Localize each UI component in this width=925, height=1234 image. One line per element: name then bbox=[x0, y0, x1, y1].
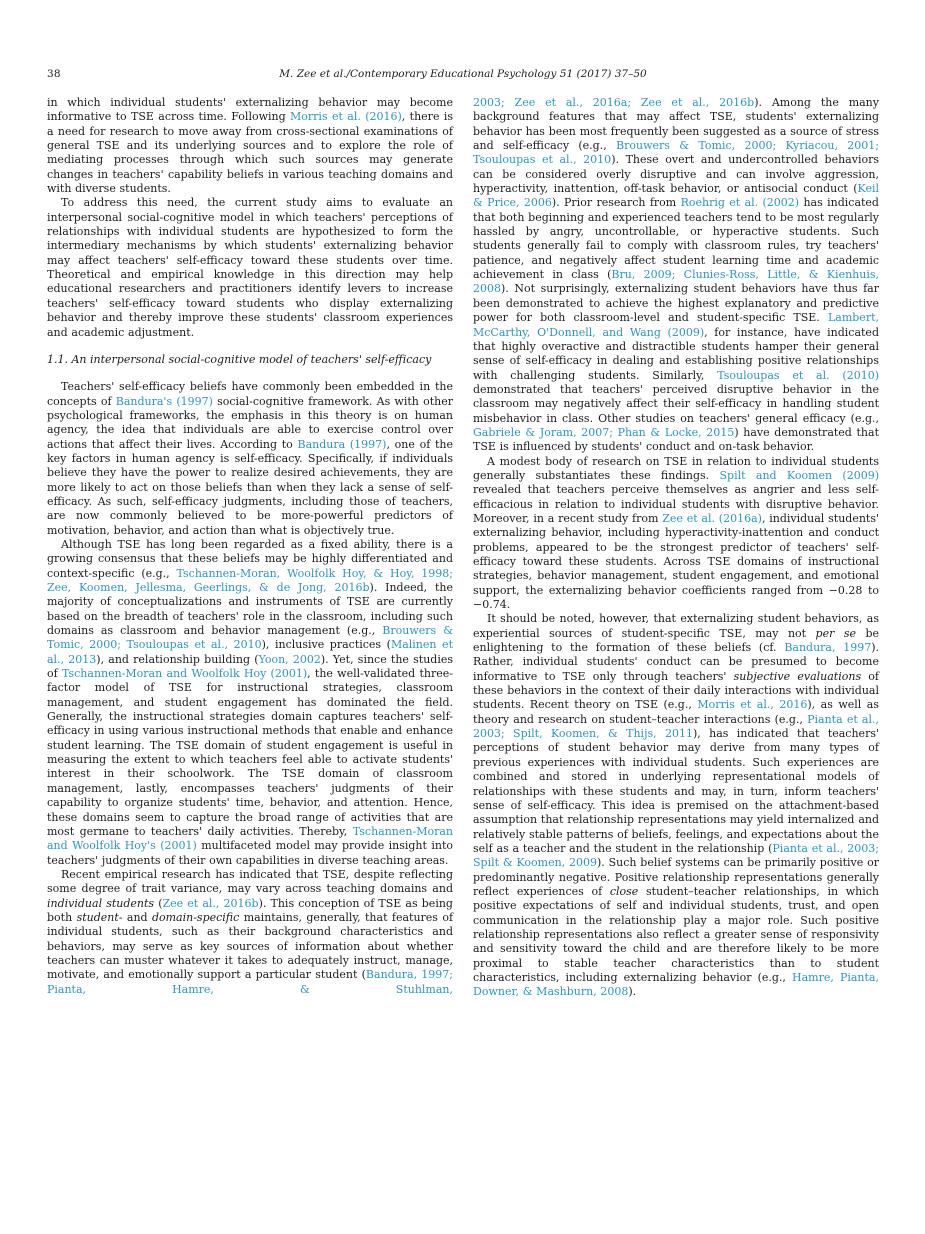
text-run: It should be noted, however, that externalizing student behaviors, as experiential sources of student-specific TSE, may not bbox=[473, 612, 879, 640]
text-run: revealed that teachers perceive themselves as angrier and less self-efficacious in relation to individual students with disruptive behavior. Moreover, in a recent study from bbox=[473, 483, 879, 525]
page-number: 38 bbox=[47, 68, 61, 80]
citation-link[interactable]: Brouwers & Tomic, 2000; Kyriacou, 2001; Tsouloupas et al., 2010 bbox=[473, 139, 879, 167]
citation-link[interactable]: Yoon, 2002 bbox=[258, 652, 321, 666]
paragraph bbox=[47, 196, 453, 339]
text-run: be enlightening to the formation of these beliefs (cf. bbox=[473, 626, 879, 655]
paragraph bbox=[47, 380, 453, 538]
paragraph bbox=[473, 612, 879, 999]
citation-link[interactable]: Keil & Price, 2006 bbox=[473, 182, 879, 210]
two-column-body bbox=[47, 96, 879, 1000]
text-run: in which individual students' externalizing behavior may become informative to TSE across time. Following bbox=[47, 96, 453, 124]
text-run: student–teacher relationships, in which positive expectations of self and individual students, trust, and open communication in the relationship play a major role. Such positive relationship representations also reflect a greater sense of responsivity and sensitivity toward the child and are therefore likely to be more proximal to stable teacher characteristics than to student characteristics, including externalizing behavior (e.g., bbox=[473, 884, 880, 984]
text-run: ), has indicated that teachers' perceptions of student behavior may derive from many types of previous experiences with individual students. Such experiences are combined and stored in underlying representational models of relationships with these students and may, in turn, inform teachers' sense of self-efficacy. This idea is premised on the attachment-based assumption that relationship representations may yield internalized and relatively stable patterns of beliefs, feelings, and expectations about the self as a teacher and the student in the relationship ( bbox=[473, 727, 879, 855]
text-run: ). This conception of TSE as being both bbox=[47, 896, 453, 924]
citation-link[interactable]: Tschannen-Moran and Woolfolk Hoy (2001) bbox=[61, 667, 308, 681]
citation-link[interactable]: Bandura, 1997 bbox=[784, 641, 872, 655]
text-run: demonstrated that teachers' perceived disruptive behavior in the classroom may negatively affect their self-efficacy in handling student misbehavior in class. Other studies on teachers' general efficacy (e.g., bbox=[473, 382, 879, 425]
emphasis-text: close bbox=[609, 884, 639, 898]
text-run: ), inclusive practices ( bbox=[261, 638, 391, 652]
citation-link[interactable]: Tschannen-Moran, Woolfolk Hoy, & Hoy, 1998; Zee, Koomen, Jellesma, Geerlings, & de Jong, 2016b bbox=[47, 566, 453, 594]
text-run: , individual students' externalizing behavior, including hyperactivity-inattention and conduct problems, appeared to be the strongest predictor of teachers' self-efficacy toward these students. Across TSE domains of instructional strategies, behavior management, student engagement, and emotional support, the externalizing behavior coefficients ranged from −0.28 to −0.74. bbox=[473, 511, 880, 612]
paragraph bbox=[47, 538, 453, 868]
citation-link[interactable]: Bandura's (1997) bbox=[115, 394, 213, 408]
citation-link[interactable]: Roehrig et al. (2002) bbox=[680, 196, 800, 210]
paragraph bbox=[47, 96, 453, 196]
text-run: Although TSE has long been regarded as a fixed ability, there is a growing consensus that these beliefs may be highly differentiated and context-specific (e.g., bbox=[47, 537, 453, 580]
citation-link[interactable]: Gabriele & Joram, 2007; Phan & Locke, 2015 bbox=[473, 425, 735, 439]
text-run: A modest body of research on TSE in relation to individual students generally substantiates these findings. bbox=[473, 454, 879, 482]
citation-link[interactable]: Bru, 2009; Clunies-Ross, Little, & Kienhuis, 2008 bbox=[473, 268, 879, 296]
page-header bbox=[47, 68, 879, 80]
citation-link[interactable]: Pianta et al., 2003; Spilt, Koomen, & Thijs, 2011 bbox=[473, 712, 879, 741]
citation-link[interactable]: Lambert, McCarthy, O'Donnell, and Wang (2009) bbox=[473, 311, 879, 339]
citation-link[interactable]: Bandura (1997) bbox=[297, 437, 387, 451]
citation-link[interactable]: Morris et al., 2016 bbox=[697, 698, 808, 712]
text-run: ). Rather, individual students' conduct can be presumed to become informative to TSE only through teachers' bbox=[473, 641, 880, 683]
text-run: ). Prior research from bbox=[551, 196, 681, 210]
text-run: To address this need, the current study aims to evaluate an interpersonal social-cognitive model in which teachers' perceptions of relationships with individual students are hypothesized to form the intermediary mechanisms by which students' externalizing behavior may affect teachers' self-efficacy toward these students over time. Theoretical and empirical knowledge in this direction may help educational researchers and practitioners identify levers to increase teachers' self-efficacy toward students who display externalizing behavior and thereby improve these students' classroom experiences and academic adjustment. bbox=[47, 196, 453, 339]
citation-link[interactable]: Hamre, Pianta, Downer, & Mashburn, 2008 bbox=[473, 970, 879, 999]
text-run: social-cognitive framework. As with other psychological frameworks, the emphasis in this theory is on human agency, the idea that individuals are able to exercise control over actions that affect their lives. According to bbox=[47, 394, 453, 451]
citation-link[interactable]: Morris et al. (2016) bbox=[290, 110, 402, 124]
emphasis-text: subjective evaluations bbox=[733, 669, 862, 683]
text-run: multifaceted model may provide insight into teachers' judgments of their own capabilities in diverse teaching areas. bbox=[47, 839, 453, 867]
text-run: ). Not surprisingly, externalizing student behaviors have thus far been demonstrated to achieve the highest explanatory and predictive power for both classroom-level and student-specific TSE. bbox=[473, 282, 879, 325]
text-run: ) have demonstrated that TSE is influenced by students' conduct and on-task behavior. bbox=[473, 425, 879, 454]
text-run: has indicated that both beginning and experienced teachers tend to be most regularly hassled by angry, uncontrollable, or hyperactive students. Such students generally fail to comply with classroom rules, try teachers' patience, and negatively affect student learning time and academic achievement in class ( bbox=[473, 196, 879, 282]
citation-link[interactable]: Brouwers & Tomic, 2000; Tsouloupas et al., 2010 bbox=[47, 624, 453, 652]
citation-link[interactable]: Bandura, 1997; Pianta, Hamre, & Stuhlman, bbox=[47, 968, 453, 996]
right-column bbox=[473, 96, 879, 1000]
emphasis-text: per se bbox=[815, 626, 856, 640]
text-run: , the well-validated three-factor model of TSE for instructional strategies, classroom management, and student engagement has dominated the field. Generally, the instructional strategies domain captures teachers' self-efficacy in using various instructional methods that enable and enhance student learning. The TSE domain of student engagement is useful in measuring the extent to which teachers feel able to activate students' interest in their schoolwork. The TSE domain of classroom management, lastly, encompasses teachers' judgments of their capability to organize students' time, behavior, and attention. Hence, these domains seem to capture the broad range of activities that are most germane to teachers' daily activities. Thereby, bbox=[47, 667, 453, 838]
text-run: maintains, generally, that features of individual students, such as their background characteristics and behaviors, may serve as key sources of information about whether teachers can muster whatever it takes to adequately instruct, manage, motivate, and emotionally support a particular student ( bbox=[47, 910, 454, 982]
citation-link[interactable]: Zee et al. (2016a) bbox=[662, 511, 762, 525]
text-run: ( bbox=[154, 896, 163, 910]
text-run: , for instance, have indicated that highly overactive and distractible students hamper their general sense of self-efficacy in dealing and establishing positive relationships with challenging students. Similarly, bbox=[473, 325, 879, 382]
text-run: Teachers' self-efficacy beliefs have commonly been embedded in the concepts of bbox=[47, 380, 453, 408]
text-run: , one of the key factors in human agency is self-efficacy. Specifically, if individuals believe they have the power to realize desired achievements, they are more likely to act on those beliefs than when they lack a sense of self-efficacy. As such, self-efficacy judgments, including those of teachers, are now commonly believed to be more-powerful predictors of motivation, behavior, and action than what is objectively true. bbox=[47, 437, 453, 537]
citation-link[interactable]: Spilt and Koomen (2009) bbox=[719, 468, 880, 482]
text-run: ), as well as theory and research on student–teacher interactions (e.g., bbox=[473, 698, 880, 726]
text-run: ). bbox=[628, 985, 637, 999]
running-head: M. Zee et al./Contemporary Educational Psychology 51 (2017) 37–50 bbox=[279, 68, 647, 80]
text-run: ), and relationship building ( bbox=[96, 652, 259, 666]
text-run: ). These overt and undercontrolled behaviors can be considered overly disruptive and can involve aggression, hyperactivity, inattention, off-task behavior, or antisocial conduct ( bbox=[473, 153, 879, 196]
text-run: Recent empirical research has indicated that TSE, despite reflecting some degree of trait variance, may vary across teaching domains and bbox=[47, 867, 453, 896]
text-run: ). Yet, since the studies of bbox=[47, 652, 454, 681]
paragraph bbox=[47, 868, 453, 997]
citation-link[interactable]: 2003; Zee et al., 2016a; Zee et al., 2016b bbox=[473, 96, 755, 109]
emphasis-text: student- bbox=[76, 910, 123, 924]
text-run: ). Indeed, the majority of conceptualizations and instruments of TSE are currently based on the breadth of teachers' role in the classroom, including such domains as classroom and behavior management (e.g., bbox=[47, 581, 453, 638]
left-column bbox=[47, 96, 453, 1000]
paragraph bbox=[473, 455, 879, 613]
text-run: and bbox=[122, 910, 152, 924]
emphasis-text: domain-specific bbox=[151, 910, 240, 924]
section-heading: 1.1. An interpersonal social-cognitive model of teachers' self-efficacy bbox=[47, 352, 432, 366]
text-run: , there is a need for research to move away from cross-sectional examinations of general TSE and its underlying sources and to explore the role of mediating processes through which such sources may generate changes in teachers' capability beliefs in various teaching domains and with diverse students. bbox=[47, 110, 453, 196]
text-run: of these behaviors in the context of their daily interactions with individual students. Recent theory on TSE (e.g., bbox=[473, 669, 879, 712]
citation-link[interactable]: Pianta et al., 2003; Spilt & Koomen, 2009 bbox=[473, 841, 879, 870]
text-run: ). Such belief systems can be primarily positive or predominantly negative. Positive relationship representations generally reflect experiences of bbox=[473, 856, 879, 898]
citation-link[interactable]: Tsouloupas et al. (2010) bbox=[717, 368, 880, 382]
citation-link[interactable]: Malinen et al., 2013 bbox=[47, 638, 453, 666]
citation-link[interactable]: Tschannen-Moran and Woolfolk Hoy's (2001) bbox=[47, 824, 453, 853]
emphasis-text: individual students bbox=[47, 896, 155, 910]
text-run: ). Among the many background features that may affect TSE, students' externalizing behavior has been most frequently been suggested as a source of stress and self-efficacy (e.g., bbox=[473, 96, 879, 153]
citation-link[interactable]: Zee et al., 2016b bbox=[162, 896, 259, 910]
paragraph bbox=[473, 96, 879, 455]
